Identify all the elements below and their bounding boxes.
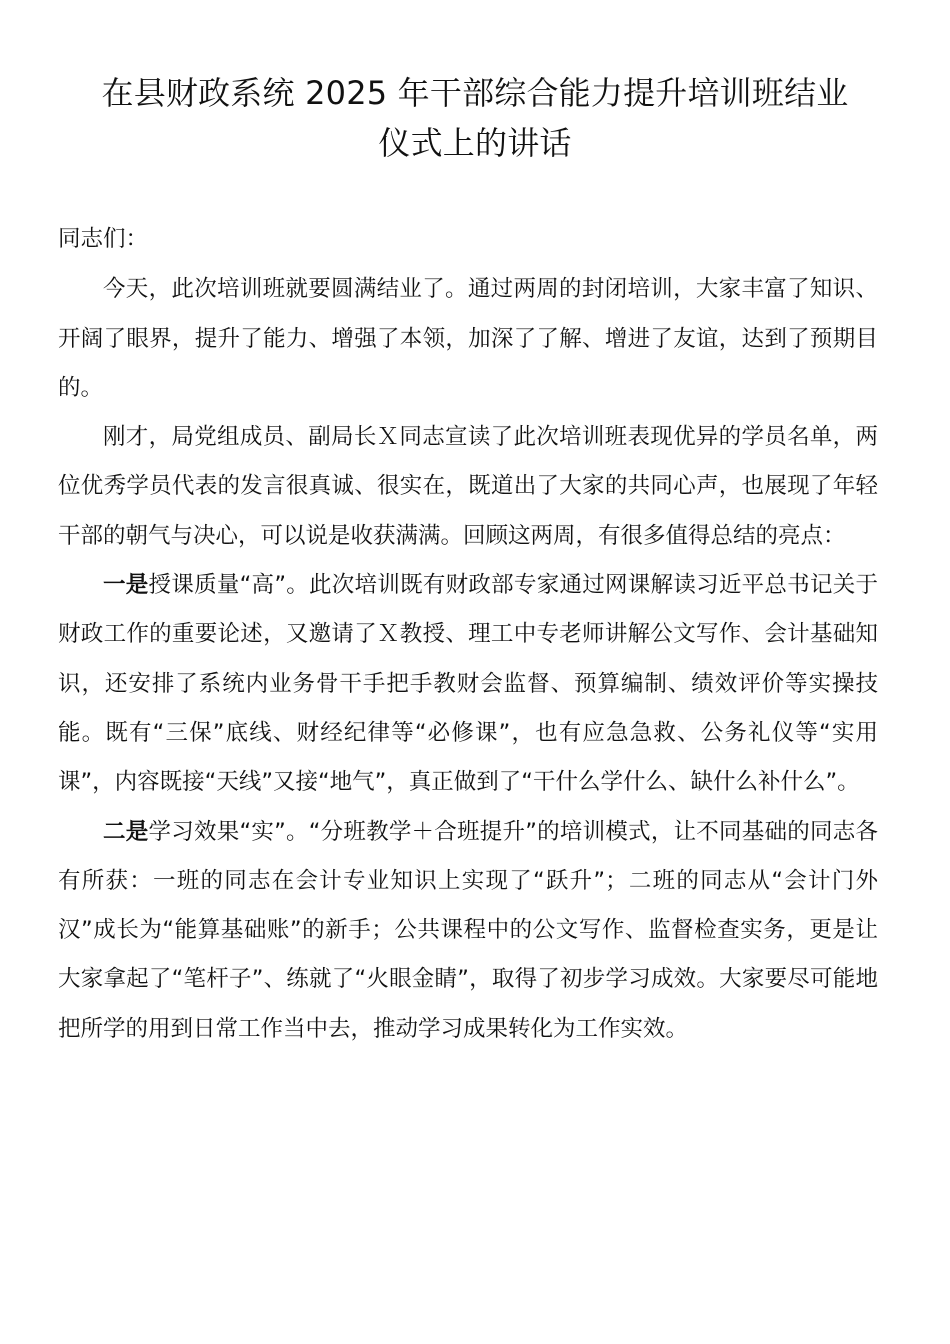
paragraph-lead: 二是 bbox=[103, 818, 149, 845]
document-body bbox=[58, 215, 878, 1054]
paragraph-lead: 一是 bbox=[103, 572, 149, 599]
paragraph-text: 学习效果“实”。“分班教学＋合班提升”的培训模式，让不同基础的同志各有所获：一班的同志在会计专业知识上实现了“跃升”；二班的同志从“会计门外汉”成长为“能算基础账”的新手；公共课程中的公文写作、监督检查实务，更是让大家拿起了“笔杆子”、练就了“火眼金睛”，取得了初步学习成效。大家要尽可能地把所学的用到日常工作当中去，推动学习成果转化为工作实效。 bbox=[58, 818, 878, 1042]
paragraph-text: 授课质量“高”。此次培训既有财政部专家通过网课解读习近平总书记关于财政工作的重要论述，又邀请了Ｘ教授、理工中专老师讲解公文写作、会计基础知识，还安排了系统内业务骨干手把手教财会监督、预算编制、绩效评价等实操技能。既有“三保”底线、财经纪律等“必修课”，也有应急急救、公务礼仪等“实用课”，内容既接“天线”又接“地气”，真正做到了“干什么学什么、缺什么补什么”。 bbox=[58, 572, 878, 796]
paragraph-3 bbox=[58, 561, 878, 807]
document-title bbox=[58, 68, 892, 168]
title-line-1: 在县财政系统 2025 年干部综合能力提升培训班结业 bbox=[101, 74, 849, 112]
paragraph-text: 今天，此次培训班就要圆满结业了。通过两周的封闭培训，大家丰富了知识、开阔了眼界，提升了能力、增强了本领，加深了了解、增进了友谊，达到了预期目的。 bbox=[58, 276, 878, 401]
paragraph-2 bbox=[58, 413, 878, 561]
paragraph-text: 刚才，局党组成员、副局长Ｘ同志宣读了此次培训班表现优异的学员名单，两位优秀学员代表的发言很真诚、很实在，既道出了大家的共同心声，也展现了年轻干部的朝气与决心，可以说是收获满满。回顾这两周，有很多值得总结的亮点： bbox=[58, 424, 878, 549]
paragraph-1 bbox=[58, 265, 878, 413]
paragraph-4 bbox=[58, 808, 878, 1054]
salutation: 同志们： bbox=[58, 226, 149, 252]
title-line-2: 仪式上的讲话 bbox=[378, 124, 572, 162]
